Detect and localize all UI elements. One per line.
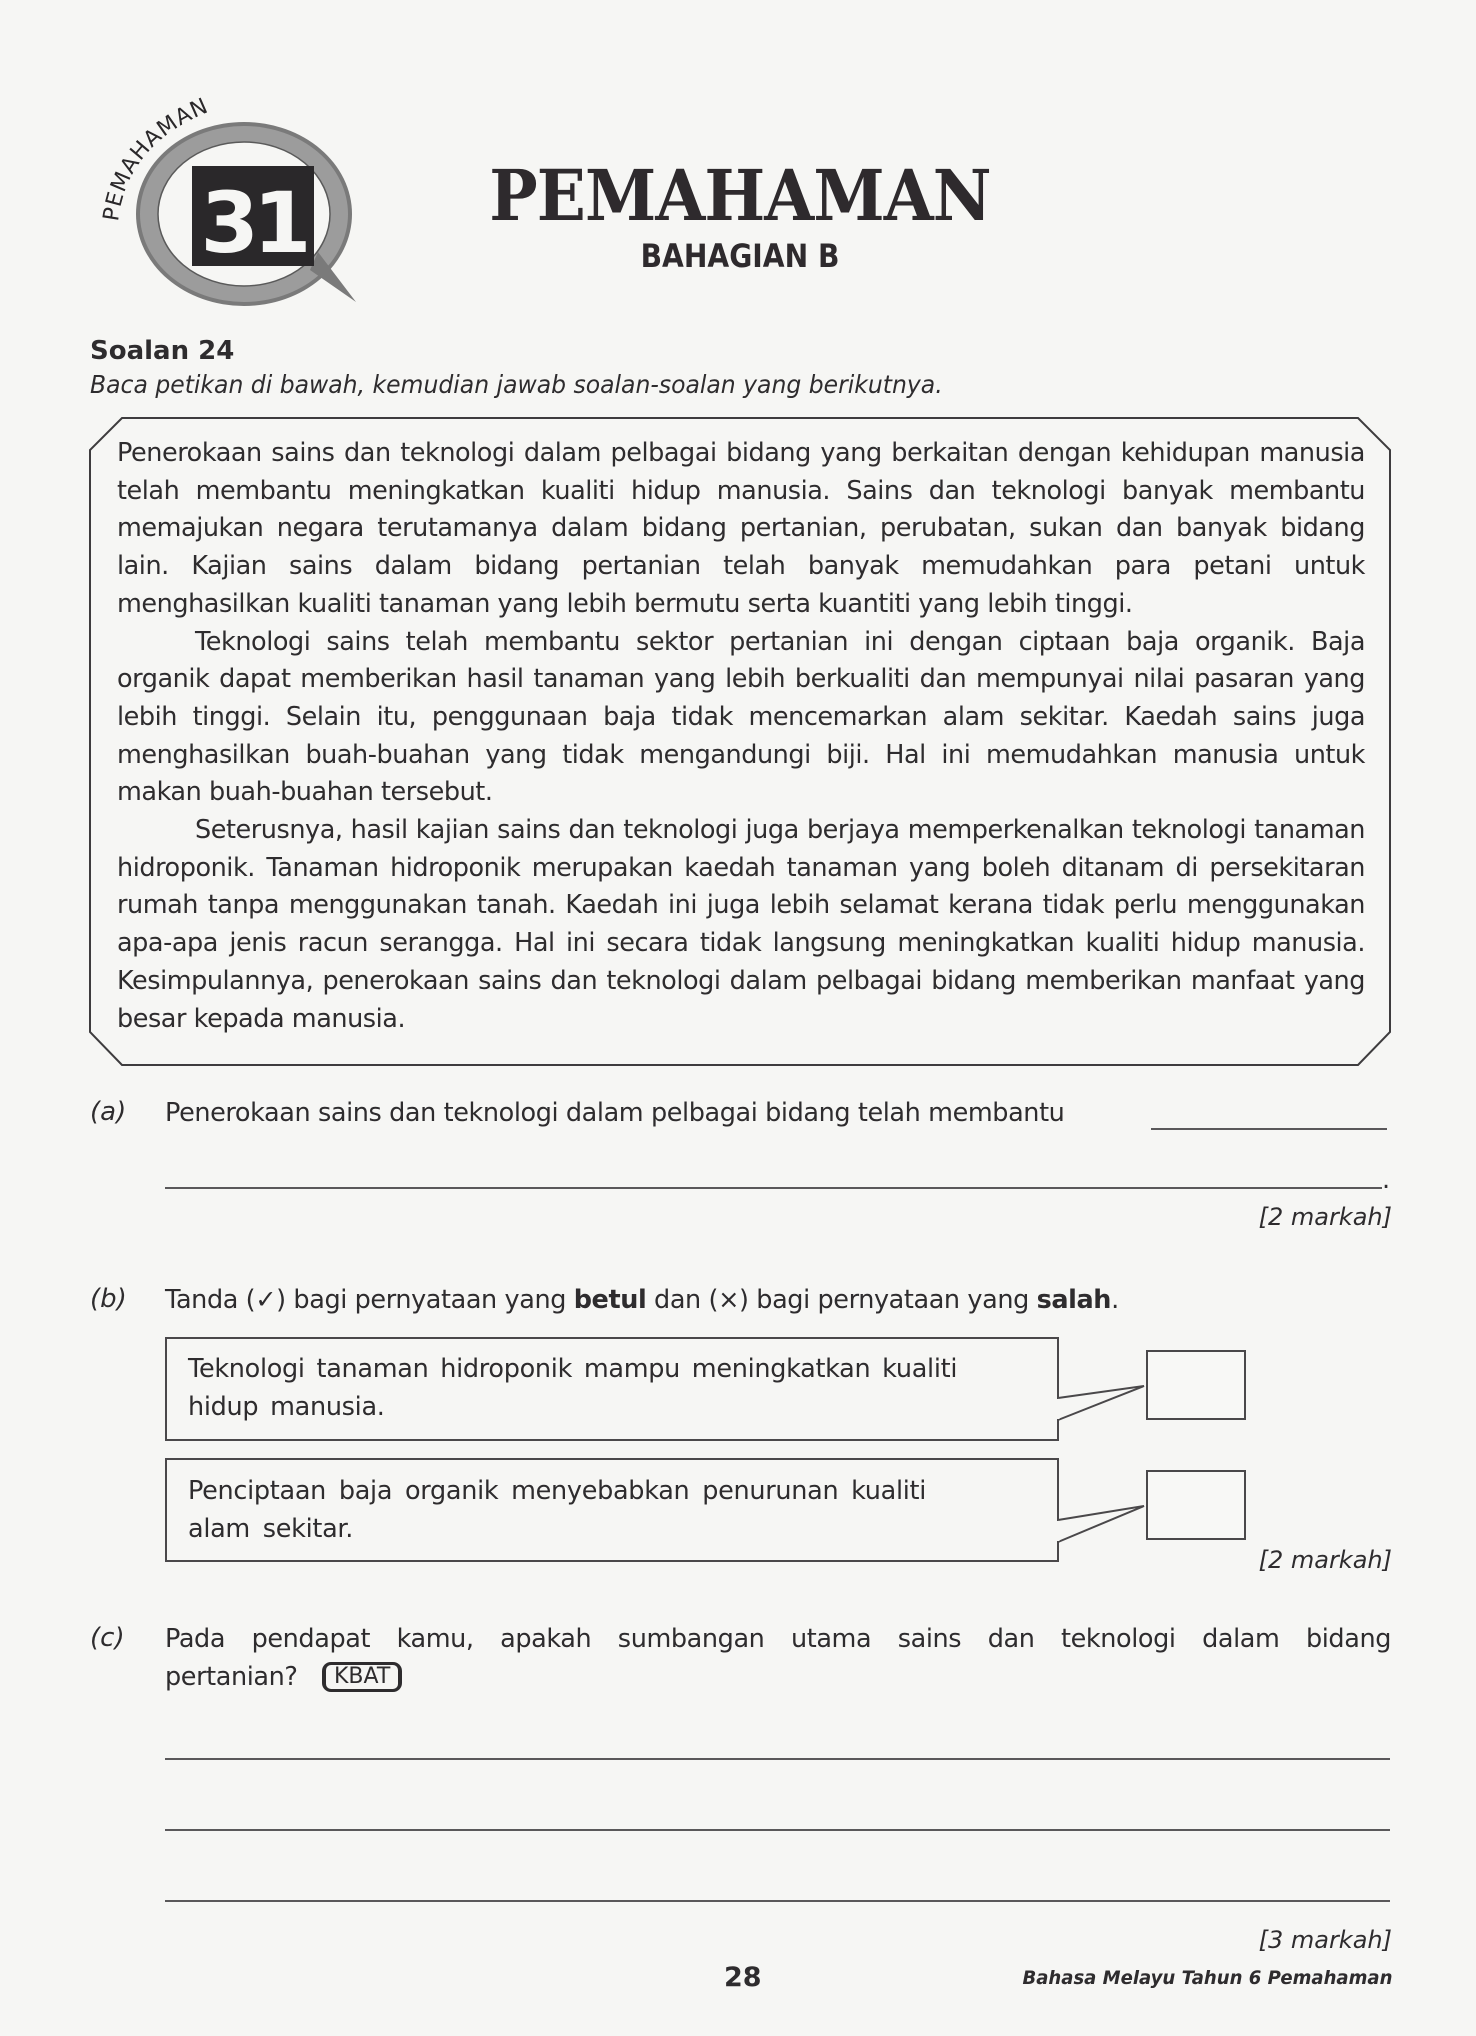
page-subtitle: BAHAGIAN B [640, 237, 840, 275]
page-number: 28 [724, 1962, 762, 1993]
part-c-question-line-2: pertanian? [165, 1662, 298, 1692]
kbat-badge: KBAT [322, 1662, 402, 1692]
part-a-answer-line-2[interactable] [165, 1187, 1382, 1189]
answer-tick-box[interactable] [1146, 1350, 1246, 1420]
part-a-label: (a) [90, 1097, 127, 1127]
passage-paragraph: Teknologi sains telah membantu sektor pertanian ini dengan ciptaan baja organik. Baja organik dapat memberikan hasil tanaman yang lebih berkualiti dan mempunyai nilai pasaran yang lebih tinggi. Selain itu, penggunaan baja tidak mencemarkan alam sekitar. Kaedah sains juga menghasilkan buah-buahan yang tidak mengandungi biji. Hal ini memudahkan manusia untuk makan buah-buahan tersebut. [117, 626, 1365, 808]
question-instruction: Baca petikan di bawah, kemudian jawab soalan-soalan yang berikutnya. [90, 370, 943, 399]
part-b-bold-salah: salah [1036, 1285, 1112, 1315]
chapter-number: 31 [200, 174, 306, 272]
part-b-text: dan (×) bagi pernyataan yang [646, 1285, 1037, 1315]
statement-text: Teknologi tanaman hidroponik mampu meningkatkan kualiti hidup manusia. [188, 1354, 958, 1422]
part-a-marks: [2 markah] [1258, 1203, 1392, 1231]
part-a-end-mark: . [1382, 1165, 1390, 1195]
part-b-marks: [2 markah] [1258, 1546, 1392, 1574]
part-c-label: (c) [90, 1623, 125, 1653]
statement-text: Penciptaan baja organik menyebabkan penurunan kualiti alam sekitar. [188, 1476, 927, 1544]
question-heading: Soalan 24 [90, 336, 235, 366]
chapter-logo [88, 92, 378, 317]
part-c-marks: [3 markah] [1258, 1926, 1392, 1954]
answer-tick-box[interactable] [1146, 1470, 1246, 1540]
statement-callout-pointer [1056, 1380, 1148, 1428]
part-b-instruction [165, 1285, 1119, 1315]
book-title: Bahasa Melayu Tahun 6 Pemahaman [1022, 1967, 1392, 1989]
part-b-bold-betul: betul [573, 1285, 647, 1315]
part-c-answer-line[interactable] [165, 1829, 1390, 1831]
part-b-text: Tanda (✓) bagi pernyataan yang [165, 1285, 574, 1315]
page-title: PEMAHAMAN [489, 154, 991, 237]
passage-paragraph: Penerokaan sains dan teknologi dalam pelbagai bidang yang berkaitan dengan kehidupan manusia telah membantu meningkatkan kualiti hidup manusia. Sains dan teknologi banyak membantu memajukan negara terutamanya dalam bidang pertanian, perubatan, sukan dan banyak bidang lain. Kajian sains dalam bidang pertanian telah banyak memudahkan para petani untuk menghasilkan kualiti tanaman yang lebih bermutu serta kuantiti yang lebih tinggi. [117, 438, 1365, 619]
passage-paragraph: Seterusnya, hasil kajian sains dan teknologi juga berjaya memperkenalkan teknologi tanaman hidroponik. Tanaman hidroponik merupakan kaedah tanaman yang boleh ditanam di persekitaran rumah tanpa menggunakan tanah. Kaedah ini juga lebih selamat kerana tidak perlu menggunakan apa-apa jenis racun serangga. Hal ini secara tidak langsung meningkatkan kualiti hidup manusia. Kesimpulannya, penerokaan sains dan teknologi dalam pelbagai bidang memberikan manfaat yang besar kepada manusia. [117, 815, 1365, 1034]
part-b-label: (b) [90, 1284, 127, 1314]
part-b-text: . [1111, 1285, 1119, 1315]
chapter-arc-label: PEMAHAMAN [99, 93, 213, 223]
part-c-answer-line[interactable] [165, 1758, 1390, 1760]
part-c-answer-line[interactable] [165, 1900, 1390, 1902]
part-c-question-line-1: Pada pendapat kamu, apakah sumbangan utama sains dan teknologi dalam bidang [165, 1624, 1391, 1654]
statement-callout-pointer [1056, 1500, 1148, 1548]
part-a-answer-line-1[interactable] [1151, 1128, 1387, 1130]
passage [117, 435, 1365, 1038]
part-a-question: Penerokaan sains dan teknologi dalam pelbagai bidang telah membantu [165, 1098, 1065, 1128]
